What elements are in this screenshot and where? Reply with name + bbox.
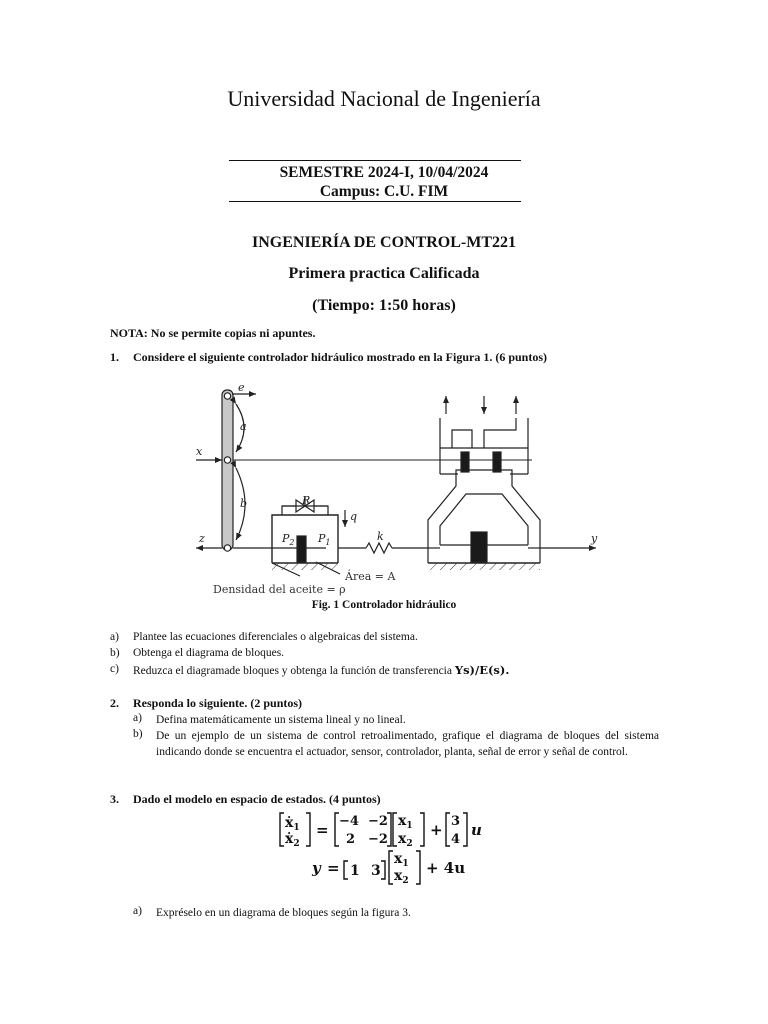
q3-number: 3. [110, 792, 119, 806]
svg-text:x2: $x_2$ [398, 831, 413, 849]
svg-text:2: 2 [346, 832, 356, 847]
svg-text:+ 4u: + 4u [426, 859, 466, 877]
label-density: Densidad del aceite = ρ [213, 583, 346, 596]
q3-item-a-text: Expréselo en un diagrama de bloques según la figura 3. [156, 907, 411, 919]
svg-text:u: u [471, 821, 482, 839]
exam-time: (Tiempo: 1:50 horas) [312, 297, 456, 314]
label-R: R [302, 494, 311, 507]
q2-item-b-text: De un ejemplo de un sistema de control retroalimentado, grafique el diagrama de bloques del sistema indicando donde se encuentra el actuador, sensor, controlador, planta, señal de error y señal de control. [156, 730, 659, 758]
svg-text:4: 4 [451, 832, 461, 847]
svg-text:ẋ2: ẋ$_2$ [285, 831, 300, 849]
q1-item-b-text: Obtenga el diagrama de bloques. [133, 647, 285, 659]
label-x: x [196, 445, 203, 458]
q2-number: 2. [110, 696, 119, 710]
svg-text:3: 3 [451, 814, 461, 829]
svg-text:=: = [316, 821, 329, 839]
course-title: INGENIERÍA DE CONTROL-MT221 [251, 234, 517, 251]
q3-text: Dado el modelo en espacio de estados. (4 puntos) [133, 792, 381, 806]
q1-text: Considere el siguiente controlador hidráulico mostrado en la Figura 1. (6 puntos) [133, 350, 548, 364]
q2-item-b-mark: b) [133, 728, 143, 740]
label-b: b [240, 497, 248, 510]
semester-line: SEMESTRE 2024-I, 10/04/2024 [279, 164, 489, 181]
q1-item-c-body: Reduzca el diagramade bloques y obtenga la función de transferencia [133, 665, 455, 677]
output-equation [311, 851, 465, 886]
svg-text:−2: −2 [368, 832, 388, 847]
svg-text:−4: −4 [339, 814, 359, 829]
note: NOTA: No se permite copias ni apuntes. [110, 326, 316, 340]
q1-item-c-mark: c) [110, 663, 119, 675]
q2-item-a-text: Defina matemáticamente un sistema lineal y no lineal. [156, 714, 406, 726]
q3-item-a-mark: a) [133, 905, 142, 917]
university-title: Universidad Nacional de Ingeniería [227, 86, 541, 111]
svg-text:+: + [430, 821, 443, 839]
q1-number: 1. [110, 350, 119, 364]
q1-item-a-mark: a) [110, 631, 119, 643]
label-P1: $P_1$ [318, 532, 331, 547]
figure-caption: Fig. 1 Controlador hidráulico [311, 599, 457, 611]
svg-text:x1: $x_1$ [394, 851, 409, 869]
q2-text: Responda lo siguiente. (2 puntos) [133, 696, 303, 710]
svg-text:x1: $x_1$ [398, 813, 413, 831]
label-a: a [240, 420, 247, 433]
label-area: Área = A [345, 570, 396, 583]
q1-item-a-text: Plantee las ecuaciones diferenciales o algebraicas del sistema. [133, 631, 418, 643]
label-e: e [238, 381, 245, 394]
svg-text:ẋ1: ẋ$_1$ [285, 815, 300, 833]
svg-text:=: = [327, 859, 340, 877]
label-q: q [350, 510, 358, 523]
q2-item-a-mark: a) [133, 712, 142, 724]
svg-text:3: 3 [371, 863, 381, 879]
campus-line: Campus: C.U. FIM [319, 183, 449, 200]
state-equation [280, 813, 482, 849]
label-y: y [591, 532, 598, 545]
svg-text:1: 1 [350, 863, 360, 879]
svg-text:x2: $x_2$ [394, 868, 409, 886]
label-P2: $P_2$ [282, 532, 295, 547]
label-z: z [199, 532, 205, 545]
svg-text:−2: −2 [368, 814, 388, 829]
svg-text:y: y [312, 859, 321, 877]
transfer-function: Ys)/E(s). [454, 663, 510, 677]
label-k: k [377, 530, 384, 543]
q1-item-b-mark: b) [110, 647, 120, 659]
exam-title: Primera practica Calificada [288, 265, 480, 282]
